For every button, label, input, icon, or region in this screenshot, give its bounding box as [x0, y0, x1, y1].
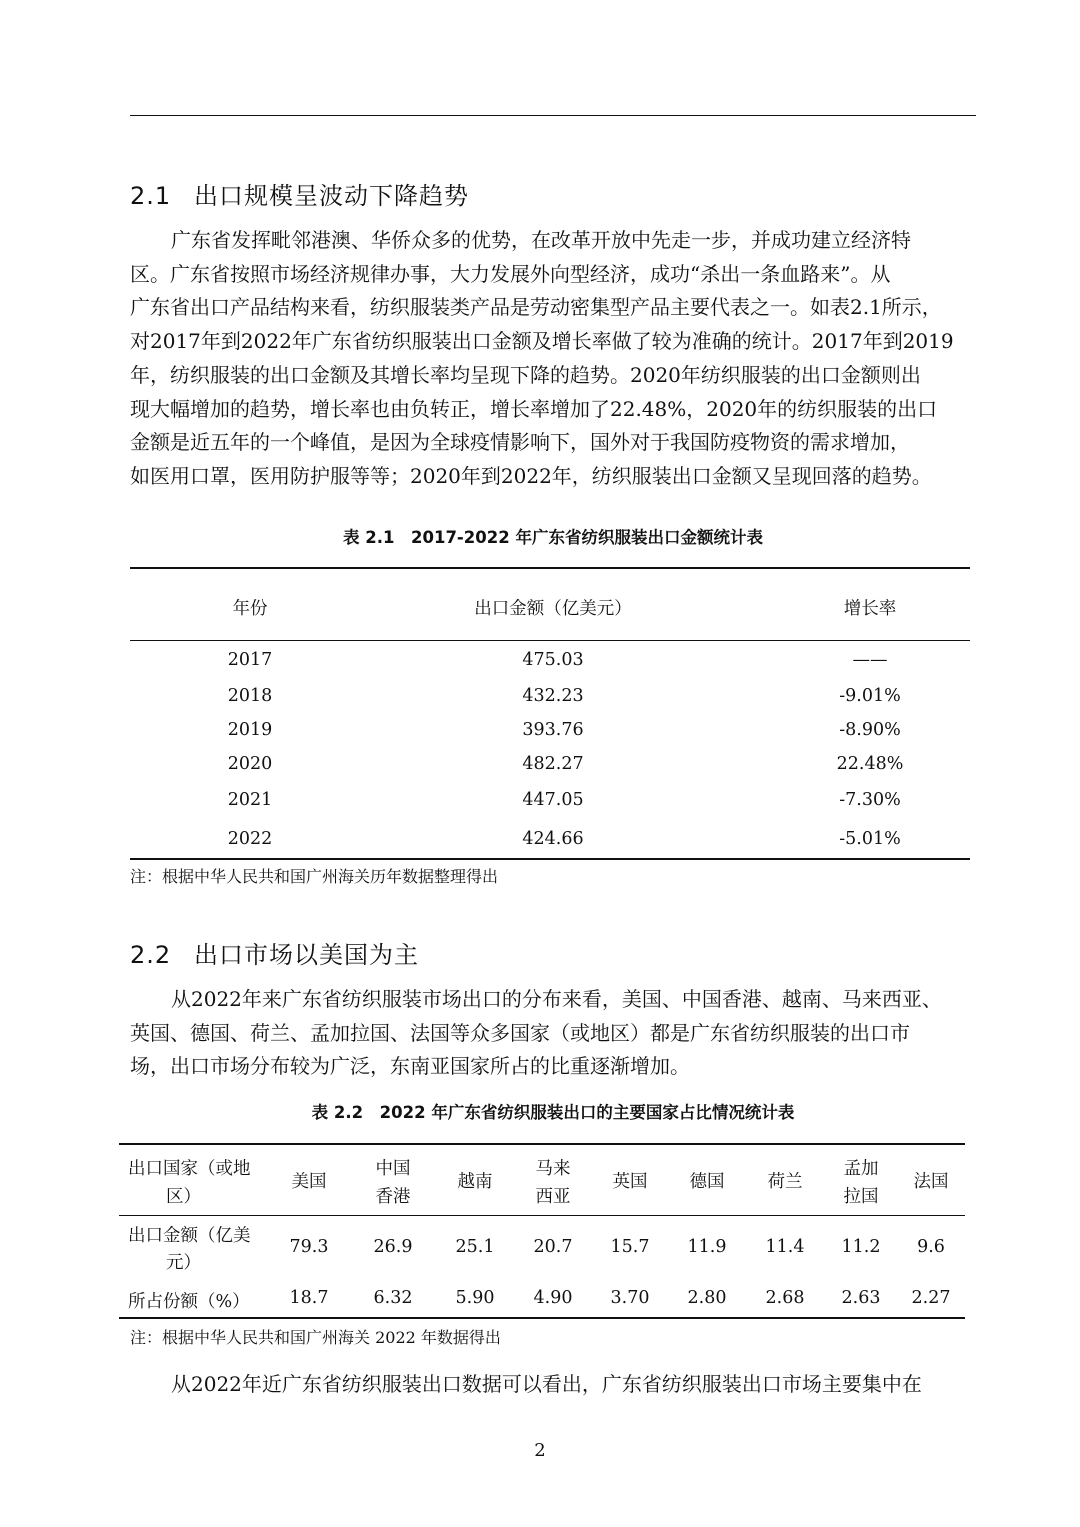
paragraph-line: 从2022年来广东省纺织服装市场出口的分布来看，美国、中国香港、越南、马来西亚、 [171, 987, 942, 1011]
table-cell: 2018 [227, 686, 273, 706]
table2-country-line: 孟加 [843, 1159, 879, 1179]
table-cell: 2.68 [765, 1288, 805, 1308]
table-cell: 26.9 [373, 1237, 413, 1257]
table-cell: 393.76 [522, 720, 584, 740]
section-number: 2.1 [130, 182, 172, 210]
table2-country [516, 1155, 590, 1211]
table-cell: 475.03 [522, 650, 584, 670]
table2-country: 英国 [612, 1172, 648, 1192]
paragraph-line: 对2017年到2022年广东省纺织服装出口金额及增长率做了较为准确的统计。2017年到2019 [130, 329, 954, 354]
table2-country [824, 1155, 898, 1211]
table2-country: 美国 [291, 1172, 327, 1192]
table2-header-label-line: 区） [166, 1187, 201, 1207]
table2-country: 德国 [689, 1172, 725, 1192]
paragraph-line: 广东省发挥毗邻港澳、华侨众多的优势，在改革开放中先走一步，并成功建立经济特 [171, 228, 911, 252]
table2-header-label [128, 1155, 251, 1211]
table-cell: 15.7 [610, 1237, 650, 1257]
table-cell: 79.3 [289, 1237, 329, 1257]
paragraph-line: 如医用口罩，医用防护服等等；2020年到2022年，纺织服装出口金额又呈现回落的趋势。 [130, 463, 932, 488]
table-cell: 11.2 [841, 1237, 881, 1257]
header-rule [130, 115, 976, 116]
table2-share-label: 所占份额（%） [128, 1292, 250, 1312]
section-number: 2.2 [130, 941, 172, 969]
table2-amount-label-line: 元） [166, 1253, 201, 1273]
table-cell: 2.80 [687, 1288, 727, 1308]
paragraph-line: 金额是近五年的一个峰值，是因为全球疫情影响下，国外对于我国防疫物资的需求增加， [130, 430, 910, 455]
table2-amount-label-line: 出口金额（亿美 [128, 1226, 251, 1246]
table-cell: -7.30% [839, 790, 901, 810]
table2-top-rule [119, 1143, 965, 1145]
table2-header-label-line: 出口国家（或地 [128, 1159, 251, 1179]
table1-top-rule [130, 567, 970, 569]
paragraph-line: 年，纺织服装的出口金额及其增长率均呈现下降的趋势。2020年纺织服装的出口金额则出 [130, 362, 921, 387]
section-heading-2-2 [130, 935, 419, 970]
table-cell: 5.90 [455, 1288, 495, 1308]
table2-bottom-rule [119, 1317, 965, 1319]
table-cell: 424.66 [522, 829, 584, 849]
table1-header-year: 年份 [232, 599, 268, 619]
table2-country-line: 马来 [535, 1159, 571, 1179]
paragraph-line: 从2022年近广东省纺织服装出口数据可以看出，广东省纺织服装出口市场主要集中在 [171, 1372, 922, 1396]
table-cell: -8.90% [839, 720, 901, 740]
table1-header-rate: 增长率 [843, 599, 897, 619]
table-cell: -9.01% [839, 686, 901, 706]
table-cell: 6.32 [373, 1288, 413, 1308]
table2-note: 注：根据中华人民共和国广州海关 2022 年数据得出 [130, 1328, 501, 1347]
table-cell: 22.48% [836, 754, 904, 774]
table1-bottom-rule [130, 858, 970, 860]
table-cell: 432.23 [522, 686, 584, 706]
table-cell: 4.90 [533, 1288, 573, 1308]
table-cell: 2019 [227, 720, 273, 740]
paragraph-line: 英国、德国、荷兰、孟加拉国、法国等众多国家（或地区）都是广东省纺织服装的出口市 [130, 1020, 910, 1045]
paragraph-line: 广东省出口产品结构来看，纺织服装类产品是劳动密集型产品主要代表之一。如表2.1所示， [130, 295, 942, 320]
table-cell: 25.1 [455, 1237, 495, 1257]
table-caption-2-2: 表 2.2 2022 年广东省纺织服装出口的主要国家占比情况统计表 [311, 1103, 795, 1122]
table-cell: 3.70 [610, 1288, 650, 1308]
paragraph-2-1 [130, 224, 976, 494]
table-cell: 9.6 [917, 1237, 945, 1257]
table2-country: 法国 [913, 1172, 949, 1192]
paragraph-line: 场，出口市场分布较为广泛，东南亚国家所占的比重逐渐增加。 [130, 1054, 690, 1079]
table-cell: 2.63 [841, 1288, 881, 1308]
section-title: 出口市场以美国为主 [194, 941, 419, 969]
table1-header-rule [130, 640, 970, 641]
table2-country [356, 1155, 430, 1211]
table-cell: 11.9 [687, 1237, 727, 1257]
table-cell: -5.01% [839, 829, 901, 849]
table-cell: 447.05 [522, 790, 584, 810]
table-cell: —— [852, 650, 888, 670]
table2-header-rule [119, 1215, 965, 1216]
table2-country-line: 西亚 [535, 1187, 571, 1207]
table2-country: 越南 [457, 1172, 493, 1192]
table2-country-line: 中国 [375, 1159, 411, 1179]
table1-note: 注：根据中华人民共和国广州海关历年数据整理得出 [130, 867, 499, 886]
section-heading-2-1 [130, 176, 469, 211]
table-cell: 2020 [227, 754, 273, 774]
table1-header-amount: 出口金额（亿美元） [474, 599, 632, 619]
table2-amount-label [128, 1223, 251, 1277]
table-cell: 18.7 [289, 1288, 329, 1308]
table2-country: 荷兰 [767, 1172, 803, 1192]
table-cell: 2017 [227, 650, 273, 670]
paragraph-line: 区。广东省按照市场经济规律办事，大力发展外向型经济，成功“杀出一条血路来”。从 [130, 261, 891, 286]
closing-paragraph [130, 1368, 976, 1402]
table-cell: 2021 [227, 790, 273, 810]
table-caption-2-1: 表 2.1 2017-2022 年广东省纺织服装出口金额统计表 [343, 528, 763, 547]
table-cell: 2.27 [911, 1288, 951, 1308]
paragraph-2-2 [130, 983, 976, 1084]
table2-country-line: 拉国 [843, 1187, 879, 1207]
page-number: 2 [534, 1440, 546, 1461]
table-cell: 482.27 [522, 754, 584, 774]
paragraph-line: 现大幅增加的趋势，增长率也由负转正，增长率增加了22.48%，2020年的纺织服装的出口 [130, 396, 938, 421]
table2-country-line: 香港 [375, 1187, 411, 1207]
table-cell: 2022 [227, 829, 273, 849]
table-cell: 20.7 [533, 1237, 573, 1257]
table-cell: 11.4 [765, 1237, 805, 1257]
section-title: 出口规模呈波动下降趋势 [194, 182, 469, 210]
